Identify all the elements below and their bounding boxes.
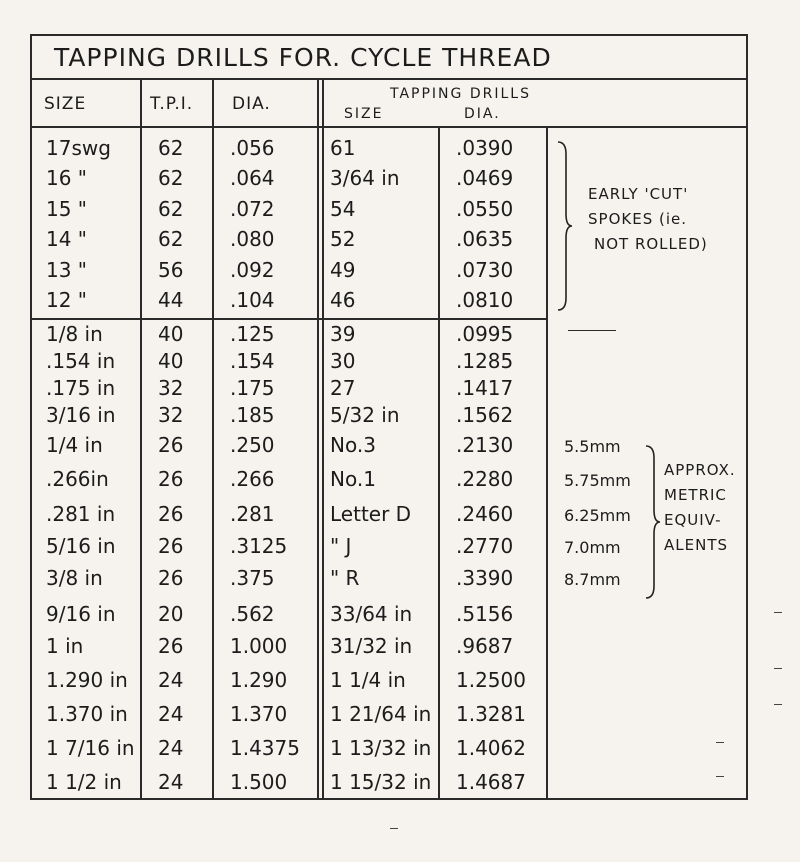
size-cell: 14 " [46, 227, 88, 251]
metric-cell: 7.0mm [564, 538, 621, 557]
tpi-cell: 56 [158, 258, 184, 282]
edge-mark [774, 668, 782, 669]
dia-cell: 1.000 [230, 634, 288, 658]
drill-dia-cell: .2280 [456, 467, 514, 491]
size-cell: 1 in [46, 634, 84, 658]
drill-size-cell: No.1 [330, 467, 376, 491]
drill-size-cell: " R [330, 566, 360, 590]
size-cell: 9/16 in [46, 602, 116, 626]
tpi-cell: 26 [158, 433, 184, 457]
size-cell: 1 7/16 in [46, 736, 135, 760]
dia-cell: .175 [230, 376, 275, 400]
drill-size-cell: 1 1/4 in [330, 668, 406, 692]
size-cell: .281 in [46, 502, 116, 526]
drill-dia-cell: .1285 [456, 349, 514, 373]
drill-dia-cell: .1562 [456, 403, 514, 427]
edge-mark [716, 776, 724, 777]
tpi-cell: 32 [158, 376, 184, 400]
size-cell: 1.290 in [46, 668, 128, 692]
early-cut-brace [556, 140, 574, 312]
drill-size-cell: 33/64 in [330, 602, 413, 626]
dia-cell: .104 [230, 288, 275, 312]
size-cell: 3/16 in [46, 403, 116, 427]
metric-note-line-1: APPROX. [664, 461, 736, 479]
drill-dia-cell: .0390 [456, 136, 514, 160]
size-cell: 1/8 in [46, 322, 103, 346]
divider-size [140, 80, 142, 798]
drill-dia-cell: .0635 [456, 227, 514, 251]
size-cell: .175 in [46, 376, 116, 400]
tpi-cell: 44 [158, 288, 184, 312]
drill-dia-cell: .2130 [456, 433, 514, 457]
divider-drill-dia [546, 126, 548, 798]
dia-cell: .056 [230, 136, 275, 160]
divider-dia [317, 80, 319, 798]
divider-tpi [212, 80, 214, 798]
drill-size-cell: 3/64 in [330, 166, 400, 190]
dia-cell: .281 [230, 502, 275, 526]
drill-dia-cell: .0730 [456, 258, 514, 282]
drill-size-cell: Letter D [330, 502, 412, 526]
tpi-cell: 26 [158, 534, 184, 558]
header-tapping-drills: TAPPING DRILLS [390, 86, 531, 102]
dia-cell: .266 [230, 467, 275, 491]
drill-dia-cell: .0810 [456, 288, 514, 312]
dia-cell: .064 [230, 166, 275, 190]
metric-cell: 5.75mm [564, 471, 631, 490]
tpi-cell: 62 [158, 227, 184, 251]
drill-dia-cell: 1.4687 [456, 770, 526, 794]
size-cell: 3/8 in [46, 566, 103, 590]
drill-size-cell: 49 [330, 258, 356, 282]
drill-dia-cell: .2460 [456, 502, 514, 526]
drill-size-cell: " J [330, 534, 352, 558]
edge-mark [774, 612, 782, 613]
drill-size-cell: 31/32 in [330, 634, 413, 658]
drill-dia-cell: .9687 [456, 634, 514, 658]
tpi-cell: 32 [158, 403, 184, 427]
drill-dia-cell: 1.3281 [456, 702, 526, 726]
dia-cell: .080 [230, 227, 275, 251]
drill-size-cell: 52 [330, 227, 356, 251]
metric-cell: 8.7mm [564, 570, 621, 589]
tpi-cell: 40 [158, 349, 184, 373]
size-cell: .154 in [46, 349, 116, 373]
size-cell: 1.370 in [46, 702, 128, 726]
size-cell: 16 " [46, 166, 88, 190]
dia-cell: .154 [230, 349, 275, 373]
tpi-cell: 26 [158, 566, 184, 590]
size-cell: 15 " [46, 197, 88, 221]
tpi-cell: 20 [158, 602, 184, 626]
size-cell: 13 " [46, 258, 88, 282]
drill-size-cell: 5/32 in [330, 403, 400, 427]
drill-dia-cell: .5156 [456, 602, 514, 626]
header-drill-dia: DIA. [464, 106, 501, 122]
size-cell: 5/16 in [46, 534, 116, 558]
header-size: SIZE [44, 94, 87, 114]
drill-dia-cell: .3390 [456, 566, 514, 590]
dia-cell: .250 [230, 433, 275, 457]
dia-cell: .562 [230, 602, 275, 626]
edge-mark [716, 742, 724, 743]
tpi-cell: 40 [158, 322, 184, 346]
metric-cell: 6.25mm [564, 506, 631, 525]
dia-cell: 1.4375 [230, 736, 300, 760]
dia-cell: 1.500 [230, 770, 288, 794]
drill-dia-cell: 1.4062 [456, 736, 526, 760]
dia-cell: 1.370 [230, 702, 288, 726]
dia-cell: .185 [230, 403, 275, 427]
size-cell: 1/4 in [46, 433, 103, 457]
drill-size-cell: 54 [330, 197, 356, 221]
tpi-cell: 62 [158, 166, 184, 190]
dia-cell: .125 [230, 322, 275, 346]
drill-size-cell: 30 [330, 349, 356, 373]
dia-cell: .092 [230, 258, 275, 282]
section-rule [32, 318, 548, 320]
tpi-cell: 62 [158, 136, 184, 160]
drill-dia-cell: .1417 [456, 376, 514, 400]
drill-size-cell: 27 [330, 376, 356, 400]
tpi-cell: 62 [158, 197, 184, 221]
tpi-cell: 24 [158, 702, 184, 726]
edge-mark [774, 704, 782, 705]
early-cut-note-line-1: EARLY 'CUT' [588, 185, 689, 203]
metric-cell: 5.5mm [564, 437, 621, 456]
tpi-cell: 24 [158, 736, 184, 760]
early-cut-note-line-2: SPOKES (ie. [588, 210, 687, 228]
metric-note-line-2: METRIC [664, 486, 727, 504]
size-cell: 17swg [46, 136, 111, 160]
drill-size-cell: 39 [330, 322, 356, 346]
drill-size-cell: 1 15/32 in [330, 770, 432, 794]
tpi-cell: 26 [158, 634, 184, 658]
dia-cell: 1.290 [230, 668, 288, 692]
drill-dia-cell: .0469 [456, 166, 514, 190]
metric-note-line-4: ALENTS [664, 536, 729, 554]
divider-dia-double [322, 80, 324, 798]
edge-mark [390, 828, 398, 829]
drill-size-cell: No.3 [330, 433, 376, 457]
metric-note-line-3: EQUIV- [664, 511, 722, 529]
dia-cell: .375 [230, 566, 275, 590]
tpi-cell: 24 [158, 770, 184, 794]
header-tpi: T.P.I. [150, 94, 194, 114]
drill-dia-cell: 1.2500 [456, 668, 526, 692]
drill-dia-cell: .0995 [456, 322, 514, 346]
dia-cell: .3125 [230, 534, 288, 558]
table-title: TAPPING DRILLS FOR. CYCLE THREAD [32, 36, 746, 80]
size-cell: .266in [46, 467, 109, 491]
early-cut-note-line-3: NOT ROLLED) [594, 235, 708, 253]
header-dia: DIA. [232, 94, 271, 114]
short-rule [568, 330, 616, 331]
drill-size-cell: 46 [330, 288, 356, 312]
drill-size-cell: 61 [330, 136, 356, 160]
divider-drill-size [438, 126, 440, 798]
drill-table [30, 34, 748, 800]
size-cell: 1 1/2 in [46, 770, 122, 794]
metric-brace [644, 444, 662, 600]
tpi-cell: 26 [158, 502, 184, 526]
header-drill-size: SIZE [344, 106, 384, 122]
tpi-cell: 26 [158, 467, 184, 491]
size-cell: 12 " [46, 288, 88, 312]
tpi-cell: 24 [158, 668, 184, 692]
drill-size-cell: 1 21/64 in [330, 702, 432, 726]
drill-size-cell: 1 13/32 in [330, 736, 432, 760]
drill-dia-cell: .0550 [456, 197, 514, 221]
drill-dia-cell: .2770 [456, 534, 514, 558]
dia-cell: .072 [230, 197, 275, 221]
